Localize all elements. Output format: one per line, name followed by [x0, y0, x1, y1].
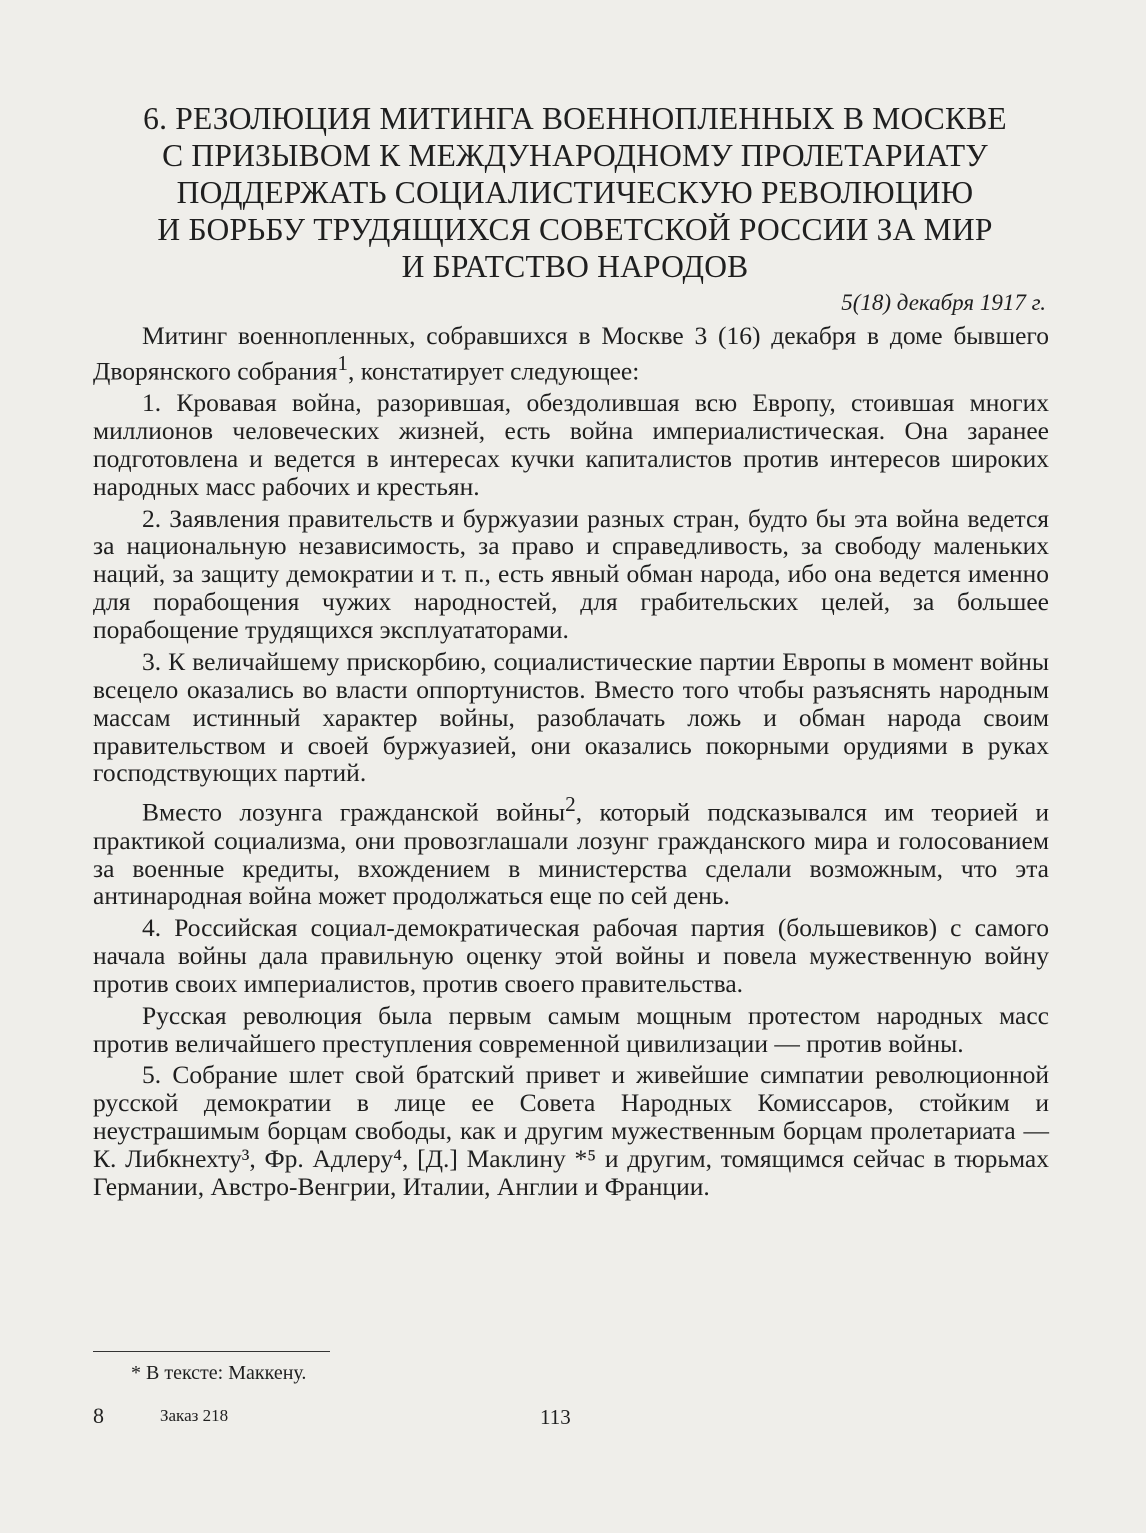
paragraph: Русская революция была первым самым мощным протестом народных масс против величайшего преступления современной цивилизации — против войны. — [93, 1000, 1049, 1058]
footnote: * В тексте: Маккену. — [131, 1362, 307, 1384]
footnote-ref: 1 — [337, 350, 349, 375]
heading-line: 6. РЕЗОЛЮЦИЯ МИТИНГА ВОЕННОПЛЕННЫХ В МОСКВЕ — [143, 101, 1007, 136]
paragraph: 4. Российская социал-демократическая рабочая партия (большевиков) с самого начала войны дала правильную оценку этой войны и повела мужественную войну против своих империалистов, против своего правительства. — [93, 913, 1049, 998]
heading-line: С ПРИЗЫВОМ К МЕЖДУНАРОДНОМУ ПРОЛЕТАРИАТУ — [162, 138, 988, 173]
page-number: 113 — [540, 1405, 571, 1429]
paragraph: 5. Собрание шлет свой братский привет и живейшие симпатии революционной русской демократии в лице ее Совета Народных Комиссаров, стойким и неустрашимым борцам свободы, как и другим мужественным борцам пролетариата — К. Либкнехту³, Фр. Адлеру⁴, [Д.] Маклину *⁵ и другим, томящимся сейчас в тюрьмах Германии, Австро-Венгрии, Италии, Англии и Франции. — [93, 1060, 1049, 1201]
order-label: Заказ 218 — [160, 1406, 229, 1425]
paragraph — [93, 322, 1049, 385]
heading-line: И БОРЬБУ ТРУДЯЩИХСЯ СОВЕТСКОЙ РОССИИ ЗА МИР — [157, 212, 993, 247]
paragraph-text: Митинг военнопленных, собравшихся в Москве 3 (16) декабря в доме бывшего Дворянского собрания — [93, 321, 1049, 386]
footnote-divider — [93, 1351, 330, 1352]
heading-line: И БРАТСТВО НАРОДОВ — [401, 249, 749, 284]
paragraph — [93, 791, 1049, 910]
signature-number: 8 — [93, 1403, 104, 1428]
document-date: 5(18) декабря 1917 г. — [841, 290, 1046, 315]
document-heading — [110, 100, 1040, 285]
footnote-ref: 2 — [565, 792, 576, 817]
paragraph-text: , который подсказывался им теорией и практикой социализма, они провозглашали лозунг гражданского мира и голосованием за военные кредиты, вхождением в министерства сделали возможным, что эта антинародная война может продолжаться еще по сей день. — [93, 797, 1049, 911]
paragraph: 3. К величайшему прискорбию, социалистические партии Европы в момент войны всецело оказались во власти оппортунистов. Вместо того чтобы разъяснять народным массам истинный характер войны, разоблачать ложь и обман народа своим правительством и своей буржуазией, они оказались покорными орудиями в руках господствующих партий. — [93, 646, 1049, 788]
heading-line: ПОДДЕРЖАТЬ СОЦИАЛИСТИЧЕСКУЮ РЕВОЛЮЦИЮ — [176, 175, 974, 210]
paragraph: 2. Заявления правительств и буржуазии разных стран, будто бы эта война ведется за национальную независимость, за право и справедливость, за свободу маленьких наций, за защиту демократии и т. п., есть явный обман народа, ибо она ведется именно для порабощения чужих народностей, для грабительских целей, за большее порабощение трудящихся эксплуататорами. — [93, 503, 1049, 645]
paragraph: 1. Кровавая война, разорившая, обездолившая всю Европу, стоившая многих миллионов человеческих жизней, есть война империалистическая. Она заранее подготовлена и ведется в интересах кучки капиталистов против интересов широких народных масс рабочих и крестьян. — [93, 388, 1049, 501]
document-body — [93, 322, 1049, 1205]
paragraph-text: , констатирует следующее: — [348, 356, 640, 386]
paragraph-text: Вместо лозунга гражданской войны — [142, 797, 566, 827]
